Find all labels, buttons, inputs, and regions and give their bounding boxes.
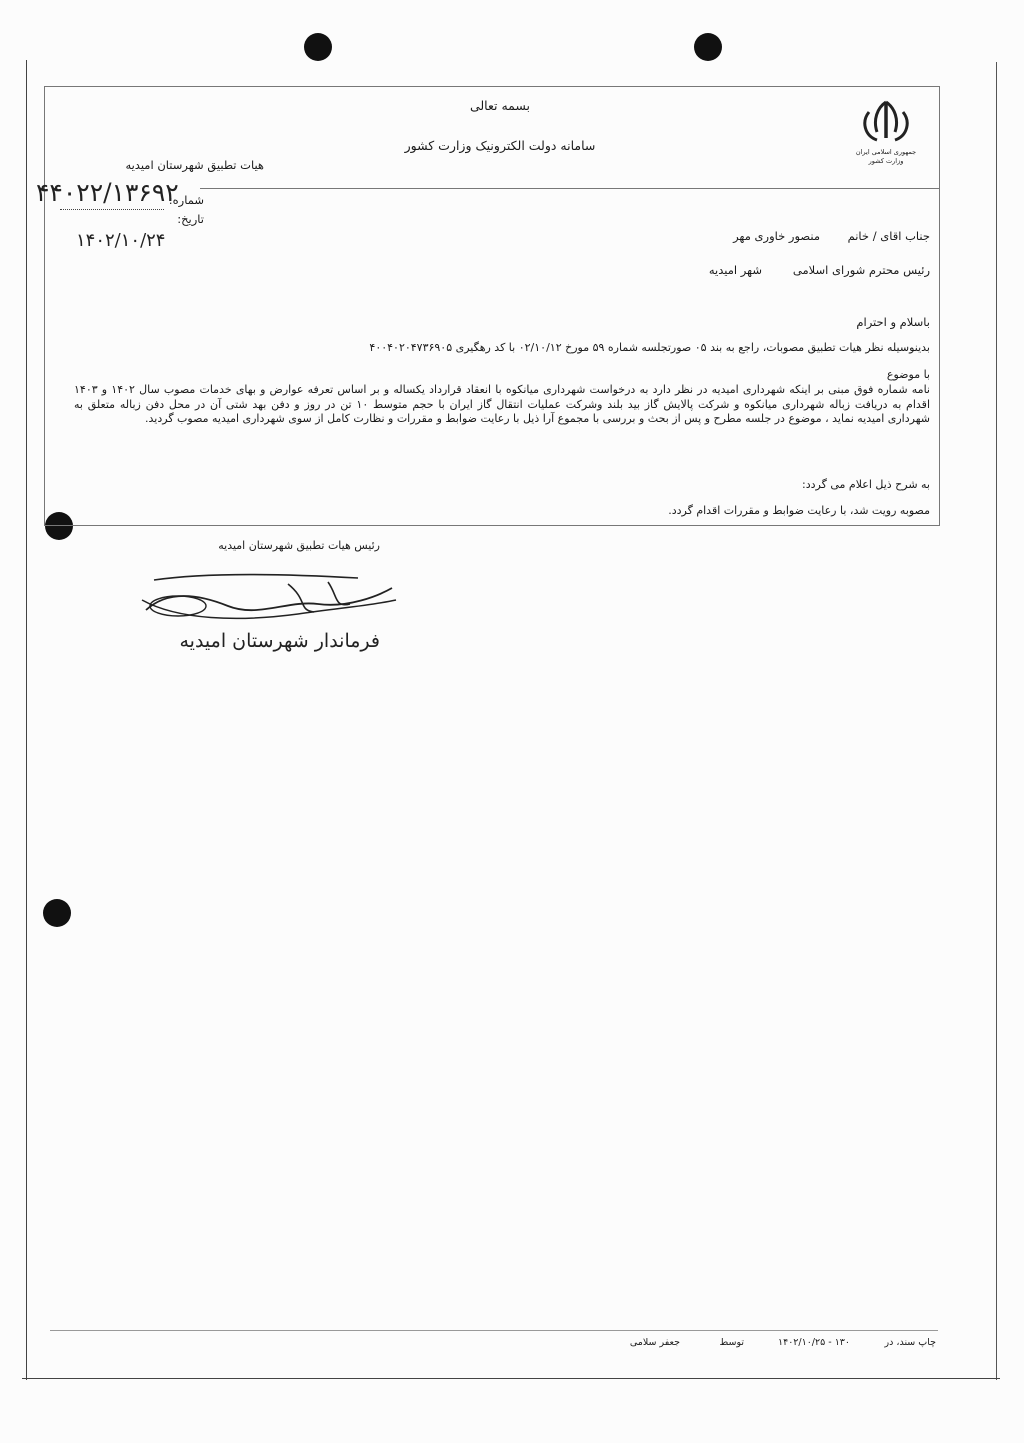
decision-line: مصوبه رویت شد، با رعایت ضوابط و مقررات اقدام گردد.	[668, 504, 930, 517]
printed-by: جعفر سلامی	[629, 1337, 680, 1348]
header-divider	[200, 188, 940, 189]
punch-hole	[694, 33, 722, 61]
org-name: هیات تطبیق شهرستان امیدیه	[125, 158, 264, 172]
subject-text: نامه شماره فوق مبنی بر اینکه شهرداری امیدیه در نظر دارد به درخواست شهرداری میانکوه با انعقاد قرارداد یکساله و بر اساس تعرفه عوارض و بهای خدمات مصوب سال ۱۴۰۲ و ۱۴۰۳ اقدام به دریافت زباله شهرداری میانکوه و شرکت پالایش گاز بید بلند وشرکت عملیات انتقال گاز ایران با حجم متوسط ۱۰ تن در روز و دفن بهد شتی آن در محل دفن زباله متعلق به شهرداری امیدیه نماید ، موضوع در جلسه مطرح و پس از بحث و بررسی با مجموع آرا ذیل با رعایت ضوابط و مقررات و نظارت کامل از سوی شهرداری امیدیه مصوب گردید.	[74, 383, 930, 425]
signature-title: رئیس هیات تطبیق شهرستان امیدیه	[218, 539, 380, 552]
recipient-city: شهر امیدیه	[708, 263, 762, 277]
handwritten-name: فرماندار شهرستان امیدیه	[179, 630, 380, 652]
system-name: سامانه دولت الکترونیک وزارت کشور	[404, 138, 596, 153]
date-label: تاریخ:	[177, 212, 204, 226]
number-value: ۴۴۰۲۲/۱۳۶۹۲	[36, 178, 179, 207]
handwritten-signature	[138, 570, 400, 630]
print-time: ۱۳۰ - ۱۴۰۲/۱۰/۲۵	[777, 1337, 850, 1348]
page-edge-left	[26, 60, 27, 1380]
footer-divider	[50, 1330, 938, 1331]
recipient-name: منصور خاوری مهر	[733, 229, 820, 243]
greeting: باسلام و احترام	[856, 315, 930, 329]
emblem-caption-2: وزارت کشور	[868, 157, 904, 165]
reference-line: بدینوسیله نظر هیات تطبیق مصوبات، راجع به بند ۰۵ صورتجلسه شماره ۵۹ مورخ ۰۲/۱۰/۱۲ با کد رهگیری ۴۰۰۴۰۲۰۴۷۳۶۹۰۵	[369, 341, 930, 354]
announce-line: به شرح ذیل اعلام می گردد:	[802, 478, 930, 491]
bismillah: بسمه تعالی	[469, 98, 531, 113]
subject-label: با موضوع	[886, 368, 930, 381]
page-edge-right	[996, 62, 997, 1380]
page-edge-bottom	[22, 1378, 1000, 1379]
box-right	[939, 86, 940, 526]
box-left	[44, 86, 45, 526]
by-label: توسط	[719, 1337, 744, 1348]
punch-hole	[304, 33, 332, 61]
recipient-title: رئیس محترم شورای اسلامی	[792, 263, 930, 277]
number-dotted-line	[60, 209, 164, 210]
print-label: چاپ سند، در	[884, 1337, 936, 1348]
iran-emblem-icon	[855, 98, 917, 170]
box-top	[44, 86, 940, 87]
punch-hole	[43, 899, 71, 927]
date-value: ۱۴۰۲/۱۰/۲۴	[76, 230, 166, 251]
punch-hole	[45, 512, 73, 540]
emblem-caption-1: جمهوری اسلامی ایران	[855, 148, 917, 156]
recipient-prefix: جناب اقای / خانم	[847, 229, 930, 243]
number-label: شماره:	[168, 193, 204, 207]
box-bottom	[44, 525, 940, 526]
